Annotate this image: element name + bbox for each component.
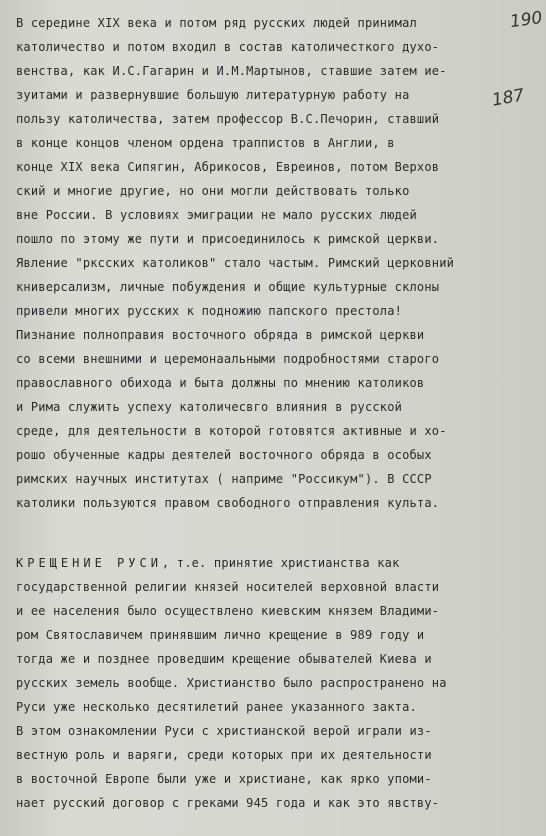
text-line: государственной религии князей носителей верховной власти bbox=[16, 580, 440, 594]
text-line-heading bbox=[16, 556, 400, 570]
page-number-handwritten: 187 bbox=[490, 85, 526, 111]
text-line: привели многих русских к подножию папского престола! bbox=[16, 304, 403, 318]
text-line: среде, для деятельности в которой готовятся активные и хо- bbox=[16, 424, 447, 438]
text-line: рошо обученные кадры деятелей восточного обряда в особых bbox=[16, 448, 432, 462]
text-line: конце XIX века Сипягин, Абрикосов, Евреинов, потом Верхов bbox=[16, 160, 440, 174]
text-line: венства, как И.С.Гагарин и И.М.Мартынов, ставшие затем ие- bbox=[16, 64, 447, 78]
text-line: и Рима служить успеху католичесвго влияния в русской bbox=[16, 400, 403, 414]
text-line: В середине XIX века и потом ряд русских людей принимал bbox=[16, 16, 417, 30]
term-heading-rest: , т.е. принятие христианства как bbox=[161, 556, 400, 570]
text-line: в восточной Европе были уже и христиане, как ярко упоми- bbox=[16, 772, 432, 786]
text-line: пользу католичества, затем профессор В.С.Печорин, ставший bbox=[16, 112, 440, 126]
text-line: Руси уже несколько десятилетий ранее указанного закта. bbox=[16, 700, 417, 714]
text-line: зуитами и развернувшие большую литературную работу на bbox=[16, 88, 410, 102]
text-line: Явление "рксских католиков" стало частым. Римский церковний bbox=[16, 256, 455, 270]
text-line: Пизнание полноправия восточного обряда в римской церкви bbox=[16, 328, 425, 342]
text-line: книверсализм, личные побуждения и общие культурные склоны bbox=[16, 280, 440, 294]
text-line: и ее населения было осуществлено киевским князем Владими- bbox=[16, 604, 440, 618]
text-line: ром Святославичем принявшим лично крещение в 989 году и bbox=[16, 628, 425, 642]
page-number: 190 bbox=[508, 7, 544, 33]
text-line: со всеми внешними и церемонаальными подробностями старого bbox=[16, 352, 440, 366]
text-line: католики пользуются правом свободного отправления культа. bbox=[16, 496, 440, 510]
term-heading: КРЕЩЕНИЕ РУСИ bbox=[16, 556, 162, 570]
text-line: вне России. В условиях эмиграции не мало русских людей bbox=[16, 208, 417, 222]
text-line: тогда же и позднее проведшим крещение обывателей Киева и bbox=[16, 652, 432, 666]
text-line: католичество и потом входил в состав католичесткого духо- bbox=[16, 40, 440, 54]
typed-text bbox=[16, 10, 528, 810]
text-line: пошло по этому же пути и присоединилось к римской церкви. bbox=[16, 232, 440, 246]
text-line: в конце концов членом ордена траппистов в Англии, в bbox=[16, 136, 395, 150]
text-line: вестную роль и варяги, среди которых при их деятельности bbox=[16, 748, 432, 762]
text-line: нает русский договор с греками 945 года и как это явству- bbox=[16, 796, 440, 810]
text-line: римских научных институтах ( наприме "Россикум"). В СССР bbox=[16, 472, 432, 486]
text-line: православного обихода и быта должны по мнению католиков bbox=[16, 376, 425, 390]
text-line: ский и многие другие, но они могли действовать только bbox=[16, 184, 410, 198]
text-line: русских земель вообще. Христианство было распространено на bbox=[16, 676, 447, 690]
text-line: В этом ознакомлении Руси с христианской верой играли из- bbox=[16, 724, 432, 738]
